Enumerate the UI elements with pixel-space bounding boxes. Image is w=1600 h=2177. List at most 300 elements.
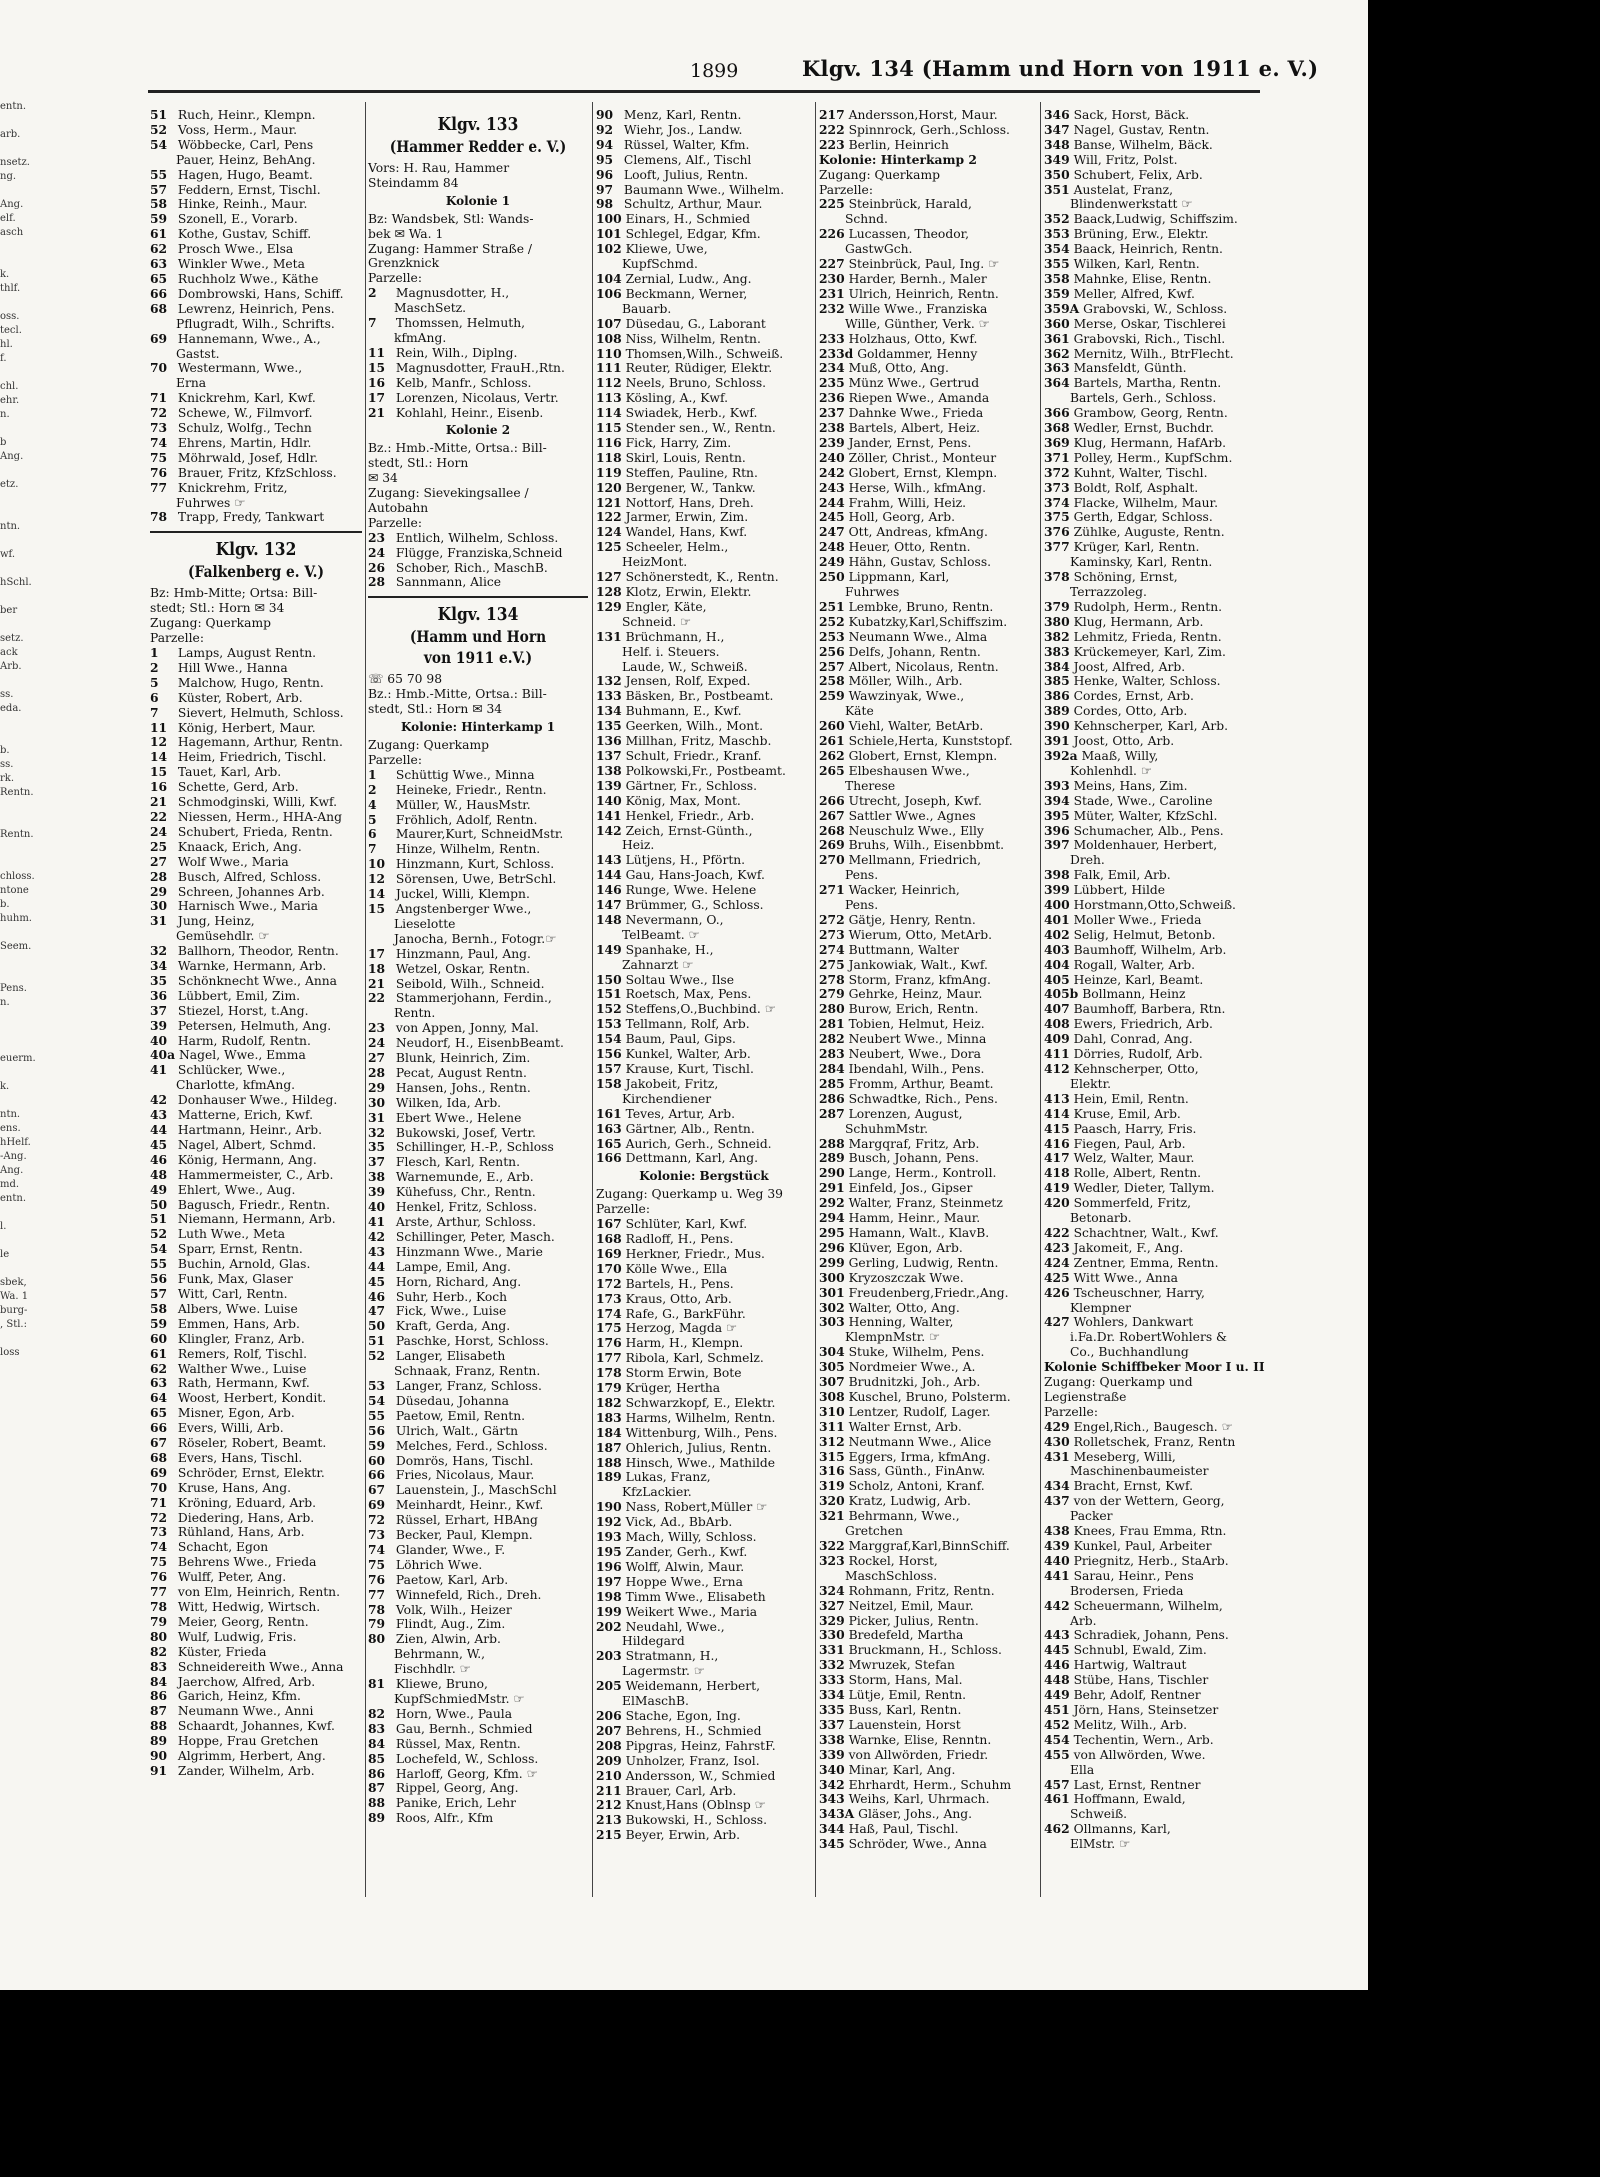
directory-entry xyxy=(150,1421,362,1436)
directory-entry xyxy=(150,840,362,855)
plot-number: 39 xyxy=(150,1017,168,1033)
plot-number: 451 xyxy=(1044,1701,1070,1717)
entry-text: Kösling, A., Kwf. xyxy=(625,391,728,406)
directory-entry xyxy=(819,1256,1037,1271)
directory-entry xyxy=(1044,600,1266,615)
directory-entry xyxy=(819,1345,1037,1360)
edge-fragment xyxy=(0,926,30,940)
directory-entry xyxy=(150,721,362,736)
entry-text: Arste, Arthur, Schloss. xyxy=(395,1215,537,1229)
header-rule xyxy=(148,90,1260,93)
entry-text: Utrecht, Joseph, Kwf. xyxy=(848,793,982,808)
entry-text: Stiezel, Horst, t.Ang. xyxy=(177,1003,309,1018)
kolonie-heading: Kolonie: Hinterkamp 1 xyxy=(400,720,556,735)
plot-number: 227 xyxy=(819,256,845,272)
plot-number: 178 xyxy=(596,1365,622,1381)
directory-entry xyxy=(150,944,362,959)
entry-continuation xyxy=(368,917,588,932)
plot-number: 262 xyxy=(819,747,845,763)
plot-number: 52 xyxy=(150,1226,168,1242)
directory-entry xyxy=(819,1643,1037,1658)
plot-number: 195 xyxy=(596,1544,622,1559)
entry-text: Berlin, Heinrich xyxy=(848,137,949,152)
plot-number: 15 xyxy=(368,359,386,375)
directory-entry xyxy=(368,1051,588,1066)
edge-fragment: loss xyxy=(0,1347,20,1358)
section-info xyxy=(596,1187,812,1217)
edge-fragment xyxy=(0,562,30,576)
plot-number: 125 xyxy=(596,539,622,555)
entry-text: Schnaak, Franz, Rentn. xyxy=(394,1364,541,1379)
plot-number: 329 xyxy=(819,1612,845,1628)
directory-entry xyxy=(819,197,1037,212)
entry-text: Gerling, Ludwig, Rentn. xyxy=(848,1255,999,1270)
entry-continuation xyxy=(596,660,812,675)
edge-fragment: Seem. xyxy=(0,941,32,952)
entry-text: Sörensen, Uwe, BetrSchl. xyxy=(395,872,557,887)
directory-entry xyxy=(1044,1181,1266,1196)
entry-text: Arb. xyxy=(1070,1613,1097,1628)
plot-number: 280 xyxy=(819,1001,845,1017)
entry-text: Janocha, Bernh., Fotogr.☞ xyxy=(394,931,557,946)
directory-entry xyxy=(819,227,1037,242)
plot-number: 14 xyxy=(150,749,168,765)
plot-number: 279 xyxy=(819,986,845,1002)
directory-entry xyxy=(1044,257,1266,272)
entry-text: Heinze, Karl, Beamt. xyxy=(1073,972,1204,987)
entry-continuation xyxy=(1044,1211,1266,1226)
directory-entry xyxy=(1044,779,1266,794)
entry-text: Sannmann, Alice xyxy=(395,575,502,590)
edge-fragment xyxy=(0,114,30,128)
entry-text: Trapp, Fredy, Tankwart xyxy=(177,510,325,525)
entry-text: Maaß, Willy, xyxy=(1081,748,1159,763)
directory-entry xyxy=(1044,1107,1266,1122)
directory-entry xyxy=(368,783,588,798)
edge-fragment xyxy=(0,730,30,744)
directory-entry xyxy=(596,1515,812,1530)
entry-text: Neumann Wwe., Anni xyxy=(177,1704,314,1719)
plot-number: 72 xyxy=(150,1509,168,1525)
entry-text: Schlücker, Wwe., xyxy=(177,1063,286,1078)
directory-entry xyxy=(150,1347,362,1362)
entry-text: Ella xyxy=(1070,1762,1095,1777)
plot-number: 282 xyxy=(819,1031,845,1047)
entry-text: Schüttig Wwe., Minna xyxy=(395,767,535,782)
edge-fragment: thlf. xyxy=(0,283,21,294)
plot-number: 75 xyxy=(150,449,168,465)
directory-entry xyxy=(1044,332,1266,347)
directory-entry xyxy=(1044,421,1266,436)
directory-entry xyxy=(596,168,812,183)
directory-entry xyxy=(150,451,362,466)
entry-text: Zöller, Christ., Monteur xyxy=(848,450,997,465)
directory-entry xyxy=(150,870,362,885)
entry-text: Hähn, Gustav, Schloss. xyxy=(848,555,992,570)
plot-number: 138 xyxy=(596,762,622,778)
plot-number: 35 xyxy=(150,972,168,988)
directory-entry xyxy=(150,1242,362,1257)
plot-number: 75 xyxy=(150,1554,168,1570)
directory-entry xyxy=(368,768,588,783)
directory-entry xyxy=(819,913,1037,928)
plot-number: 256 xyxy=(819,643,845,659)
plot-number: 323 xyxy=(819,1552,845,1568)
entry-continuation xyxy=(368,1647,588,1662)
entry-text: Nagel, Wwe., Emma xyxy=(179,1048,306,1063)
plot-number: 189 xyxy=(596,1469,622,1485)
directory-entry xyxy=(150,1287,362,1302)
entry-text: Meier, Georg, Rentn. xyxy=(177,1614,309,1629)
plot-number: 68 xyxy=(150,300,168,316)
directory-entry xyxy=(596,153,812,168)
entry-text: Möller, Wilh., Arb. xyxy=(848,674,963,689)
entry-text: Cordes, Ernst, Arb. xyxy=(1073,689,1194,704)
plot-number: 6 xyxy=(368,826,377,842)
directory-entry xyxy=(368,947,588,962)
plot-number: 223 xyxy=(819,136,845,152)
directory-entry xyxy=(1044,719,1266,734)
entry-text: Pens. xyxy=(845,868,879,883)
directory-entry xyxy=(819,138,1037,153)
entry-text: Hinzmann, Paul, Ang. xyxy=(395,946,531,961)
entry-text: Schumacher, Alb., Pens. xyxy=(1073,823,1224,838)
entry-text: Dahnke Wwe., Frieda xyxy=(848,406,984,421)
directory-entry xyxy=(819,734,1037,749)
entry-text: Pflugradt, Wilh., Schrifts. xyxy=(176,316,335,331)
entry-continuation xyxy=(150,1078,362,1093)
plot-number: 30 xyxy=(368,1094,386,1110)
directory-entry xyxy=(1044,898,1266,913)
edge-fragment: wf. xyxy=(0,549,16,560)
directory-entry xyxy=(596,421,812,436)
plot-number: 80 xyxy=(368,1631,386,1647)
entry-text: Neitzel, Emil, Maur. xyxy=(848,1598,974,1613)
entry-text: Joost, Otto, Arb. xyxy=(1073,734,1175,749)
entry-text: Falk, Emil, Arb. xyxy=(1073,868,1171,883)
entry-list xyxy=(368,768,588,1826)
directory-entry xyxy=(1044,272,1266,287)
entry-continuation xyxy=(596,645,812,660)
entry-list xyxy=(150,108,362,525)
plot-number: 346 xyxy=(1044,107,1070,122)
entry-continuation xyxy=(596,257,812,272)
directory-entry xyxy=(368,346,588,361)
entry-text: Wiehr, Jos., Landw. xyxy=(623,122,743,137)
plot-number: 96 xyxy=(596,166,614,182)
plot-number: 286 xyxy=(819,1090,845,1106)
column-divider xyxy=(365,102,366,1897)
entry-text: Spinnrock, Gerh.,Schloss. xyxy=(848,122,1010,137)
entry-text: Neudorf, H., EisenbBeamt. xyxy=(395,1036,564,1051)
entry-text: Lorenzen, August, xyxy=(848,1106,963,1121)
entry-text: Terrazzoleg. xyxy=(1070,585,1147,599)
entry-text: Meller, Alfred, Kwf. xyxy=(1073,286,1195,301)
plot-number: 349 xyxy=(1044,151,1070,167)
plot-number: 420 xyxy=(1044,1195,1070,1211)
entry-text: Wierum, Otto, MetArb. xyxy=(848,927,993,942)
plot-number: 77 xyxy=(150,479,168,495)
directory-entry xyxy=(368,1319,588,1334)
plot-number: 322 xyxy=(819,1538,845,1553)
directory-entry xyxy=(368,1767,588,1782)
directory-entry xyxy=(1044,1435,1266,1450)
entry-text: Muß, Otto, Ang. xyxy=(848,361,949,376)
entry-text: Weihs, Karl, Uhrmach. xyxy=(848,1792,990,1807)
directory-entry xyxy=(1044,376,1266,391)
plot-number: 359 xyxy=(1044,285,1070,301)
entry-text: Möhrwald, Josef, Hdlr. xyxy=(177,450,319,465)
directory-entry xyxy=(150,1123,362,1138)
directory-entry xyxy=(819,1837,1037,1852)
plot-number: 343A xyxy=(819,1806,855,1822)
entry-text: Blunk, Heinrich, Zim. xyxy=(395,1051,531,1066)
entry-continuation xyxy=(596,302,812,317)
entry-text: Bartels, Martha, Rentn. xyxy=(1073,376,1222,391)
plot-number: 225 xyxy=(819,196,845,212)
entry-text: Rockel, Horst, xyxy=(848,1553,938,1568)
info-line: Vors: H. Rau, Hammer xyxy=(368,161,510,175)
info-line: Bz.: Hmb.-Mitte, Ortsa.: Bill- xyxy=(368,687,547,702)
entry-text: Picker, Julius, Rentn. xyxy=(848,1613,979,1628)
directory-entry xyxy=(150,466,362,481)
entry-text: Vick, Ad., BbArb. xyxy=(625,1515,733,1530)
plot-number: 455 xyxy=(1044,1746,1070,1762)
edge-fragment: Ang. xyxy=(0,199,24,210)
plot-number: 46 xyxy=(368,1288,386,1304)
entry-text: Marggraf,Karl,BinnSchiff. xyxy=(848,1539,1010,1553)
entry-text: Nordmeier Wwe., A. xyxy=(848,1360,976,1375)
directory-entry xyxy=(368,798,588,813)
entry-text: Sattler Wwe., Agnes xyxy=(848,808,976,823)
directory-entry xyxy=(150,780,362,795)
plot-number: 54 xyxy=(150,1241,168,1257)
directory-entry xyxy=(596,1605,812,1620)
plot-number: 29 xyxy=(150,883,168,899)
directory-entry xyxy=(819,421,1037,436)
plot-number: 97 xyxy=(596,181,614,197)
directory-entry xyxy=(1044,183,1266,198)
directory-entry xyxy=(1044,883,1266,898)
edge-fragment: b. xyxy=(0,745,10,756)
entry-text: Paschke, Horst, Schloss. xyxy=(395,1334,549,1349)
entry-text: Hill Wwe., Hanna xyxy=(177,660,288,675)
entry-text: Hinzmann Wwe., Marie xyxy=(395,1244,543,1259)
edge-fragment: rk. xyxy=(0,773,15,784)
plot-number: 58 xyxy=(150,196,168,212)
entry-list xyxy=(596,108,812,1166)
plot-number: 48 xyxy=(150,1166,168,1182)
plot-number: 146 xyxy=(596,882,622,898)
entry-text: Gätje, Henry, Rentn. xyxy=(848,912,976,927)
plot-number: 141 xyxy=(596,807,622,823)
directory-entry xyxy=(819,674,1037,689)
directory-entry xyxy=(1044,570,1266,585)
plot-number: 133 xyxy=(596,688,622,704)
entry-text: Schette, Gerd, Arb. xyxy=(177,780,299,795)
plot-number: 448 xyxy=(1044,1672,1070,1688)
plot-number: 347 xyxy=(1044,121,1070,137)
entry-list xyxy=(1044,108,1266,1360)
entry-text: Priegnitz, Herb., StaArb. xyxy=(1073,1553,1229,1568)
directory-entry xyxy=(150,1630,362,1645)
plot-number: 175 xyxy=(596,1320,622,1336)
edge-fragment: ack xyxy=(0,647,18,658)
entry-continuation xyxy=(1044,1509,1266,1524)
entry-text: Bauarb. xyxy=(622,301,672,316)
edge-fragment: hl. xyxy=(0,339,13,350)
entry-text: Entlich, Wilhelm, Schloss. xyxy=(395,530,559,545)
entry-text: Storm, Franz, kfmAng. xyxy=(848,972,991,987)
directory-entry xyxy=(596,1724,812,1739)
entry-text: Remers, Rolf, Tischl. xyxy=(177,1346,308,1361)
entry-text: Zahnarzt ☞ xyxy=(622,957,694,972)
entry-continuation xyxy=(1044,764,1266,779)
directory-entry xyxy=(368,872,588,887)
plot-number: 290 xyxy=(819,1165,845,1181)
directory-entry xyxy=(819,838,1037,853)
entry-text: Szonell, E., Vorarb. xyxy=(177,212,298,227)
info-line: Zugang: Querkamp xyxy=(368,738,489,752)
directory-entry xyxy=(368,406,588,421)
plot-number: 288 xyxy=(819,1135,845,1151)
directory-entry xyxy=(819,794,1037,809)
plot-number: 49 xyxy=(150,1181,168,1197)
entry-text: Niessen, Herm., HHA-Ang xyxy=(177,809,342,824)
entry-text: Eggers, Irma, kfmAng. xyxy=(848,1449,991,1464)
plot-number: 72 xyxy=(150,405,168,421)
entry-text: Horn, Wwe., Paula xyxy=(395,1706,513,1721)
plot-number: 62 xyxy=(150,241,168,257)
directory-entry xyxy=(368,575,588,590)
info-line: Steindamm 84 xyxy=(368,175,459,190)
plot-number: 22 xyxy=(150,808,168,824)
plot-number: 69 xyxy=(150,1464,168,1480)
entry-text: Radloff, H., Pens. xyxy=(625,1231,734,1246)
directory-entry xyxy=(368,1260,588,1275)
directory-entry xyxy=(150,1302,362,1317)
plot-number: 271 xyxy=(819,882,845,898)
entry-text: Kelb, Manfr., Schloss. xyxy=(395,375,532,390)
entry-text: Holzhaus, Otto, Kwf. xyxy=(848,331,978,346)
plot-number: 170 xyxy=(596,1260,622,1276)
directory-entry xyxy=(368,376,588,391)
directory-entry xyxy=(368,1558,588,1573)
plot-number: 240 xyxy=(819,449,845,465)
column-2 xyxy=(368,108,588,1826)
entry-text: Fischhdlr. ☞ xyxy=(394,1662,471,1677)
directory-entry xyxy=(150,1272,362,1287)
entry-text: Witt Wwe., Anna xyxy=(1073,1270,1178,1285)
plot-number: 295 xyxy=(819,1224,845,1240)
entry-text: Mwruzek, Stefan xyxy=(848,1658,955,1673)
entry-text: KfzLackier. xyxy=(622,1485,692,1500)
entry-text: Gärtner, Alb., Rentn. xyxy=(625,1121,755,1136)
plot-number: 76 xyxy=(150,464,168,480)
plot-number: 311 xyxy=(819,1418,845,1434)
edge-fragment: sbek, xyxy=(0,1277,27,1288)
directory-entry xyxy=(1044,1241,1266,1256)
directory-entry xyxy=(1044,987,1266,1002)
directory-entry xyxy=(819,1315,1037,1330)
directory-entry xyxy=(819,1703,1037,1718)
entry-text: Schultz, Arthur, Maur. xyxy=(623,197,763,212)
entry-continuation xyxy=(596,958,812,973)
plot-number: 285 xyxy=(819,1075,845,1091)
plot-number: 95 xyxy=(596,151,614,167)
directory-entry xyxy=(368,1752,588,1767)
entry-text: Grambow, Georg, Rentn. xyxy=(1073,406,1228,421)
directory-entry xyxy=(819,943,1037,958)
edge-fragment xyxy=(0,590,30,604)
entry-text: Nass, Robert,Müller ☞ xyxy=(625,1500,768,1515)
entry-text: Lütje, Emil, Rentn. xyxy=(848,1688,967,1703)
entry-text: Albers, Wwe. Luise xyxy=(177,1301,298,1316)
directory-entry xyxy=(596,1077,812,1092)
entry-text: ElMstr. ☞ xyxy=(1070,1837,1131,1852)
entry-text: Küster, Robert, Arb. xyxy=(177,690,303,705)
plot-number: 35 xyxy=(368,1139,386,1155)
plot-number: 363 xyxy=(1044,360,1070,376)
entry-text: Küster, Frieda xyxy=(177,1644,267,1659)
entry-text: Behrens Wwe., Frieda xyxy=(177,1555,317,1570)
entry-text: Andersson, W., Schmied xyxy=(625,1768,776,1783)
plot-number: 259 xyxy=(819,688,845,704)
entry-text: Schober, Rich., MaschB. xyxy=(395,560,548,575)
directory-entry xyxy=(368,1543,588,1558)
directory-entry xyxy=(596,525,812,540)
info-line: Parzelle: xyxy=(1044,1404,1098,1419)
edge-fragment: asch xyxy=(0,227,24,238)
directory-entry xyxy=(150,1048,362,1063)
directory-entry xyxy=(596,1151,812,1166)
plot-number: 394 xyxy=(1044,792,1070,808)
plot-number: 173 xyxy=(596,1290,622,1306)
entry-text: Jarmer, Erwin, Zim. xyxy=(625,510,749,525)
entry-text: Meinhardt, Heinr., Kwf. xyxy=(395,1498,544,1513)
directory-entry xyxy=(1044,1017,1266,1032)
info-line: Parzelle: xyxy=(368,752,422,767)
plot-number: 415 xyxy=(1044,1120,1070,1136)
plot-number: 339 xyxy=(819,1746,845,1762)
directory-entry xyxy=(368,1245,588,1260)
directory-entry xyxy=(368,857,588,872)
plot-number: 23 xyxy=(368,529,386,545)
plot-number: 250 xyxy=(819,569,845,585)
plot-number: 100 xyxy=(596,211,622,227)
plot-number: 102 xyxy=(596,241,622,257)
plot-number: 260 xyxy=(819,718,845,734)
directory-entry xyxy=(150,1332,362,1347)
plot-number: 24 xyxy=(368,1035,386,1051)
directory-entry xyxy=(1044,108,1266,123)
entry-text: Zeich, Ernst-Günth., xyxy=(625,823,753,838)
plot-number: 90 xyxy=(150,1748,168,1764)
directory-entry xyxy=(596,242,812,257)
directory-entry xyxy=(150,257,362,272)
entry-text: Harder, Bernh., Maler xyxy=(848,271,987,286)
entry-text: Woost, Herbert, Kondit. xyxy=(177,1391,327,1406)
plot-number: 64 xyxy=(150,1390,168,1406)
column-divider xyxy=(592,102,593,1897)
entry-text: Schillinger, H.-P., Schloss xyxy=(395,1140,554,1155)
entry-text: Bartels, H., Pens. xyxy=(625,1276,734,1291)
directory-entry xyxy=(819,257,1037,272)
directory-entry xyxy=(819,1763,1037,1778)
directory-entry xyxy=(1044,1822,1266,1837)
directory-entry xyxy=(1044,212,1266,227)
plot-number: 98 xyxy=(596,196,614,212)
